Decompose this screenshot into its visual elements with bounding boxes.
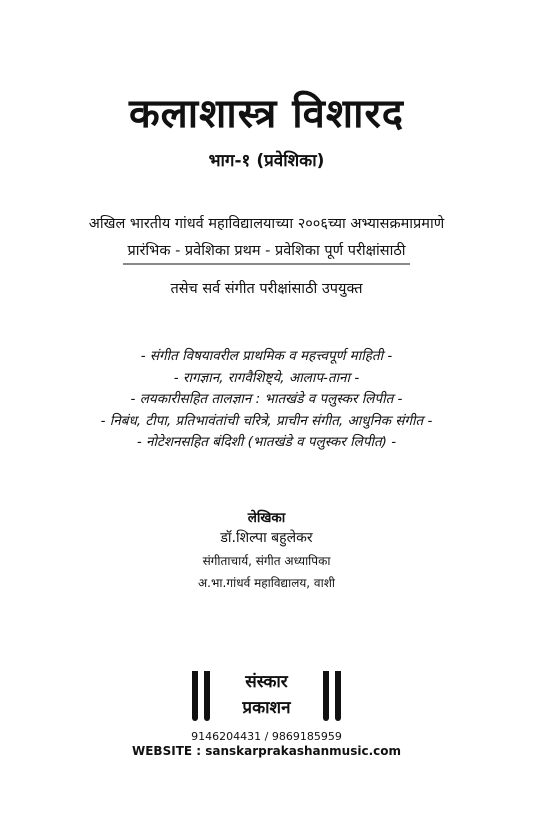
logo-left-bars-icon bbox=[190, 669, 216, 725]
levels-line: प्रारंभिक - प्रवेशिका प्रथम - प्रवेशिका पूर्ण परीक्षांसाठी bbox=[123, 240, 409, 265]
author-institution: अ.भा.गांधर्व महाविद्यालय, वाशी bbox=[198, 576, 335, 590]
syllabus-line: अखिल भारतीय गांधर्व महाविद्यालयाच्या २००६च्या अभ्यासक्रमाप्रमाणे bbox=[88, 216, 445, 232]
author-label: लेखिका bbox=[247, 510, 286, 526]
author-role: संगीताचार्य, संगीत अध्यापिका bbox=[202, 554, 331, 568]
book-title: कलाशास्त्र विशारद bbox=[128, 91, 405, 137]
book-subtitle: भाग-१ (प्रवेशिका) bbox=[208, 151, 325, 171]
publisher-website: WEBSITE : sanskarprakashanmusic.com bbox=[132, 744, 401, 758]
useful-line: तसेच सर्व संगीत परीक्षांसाठी उपयुक्त bbox=[170, 281, 363, 297]
topic-item: - संगीत विषयावरील प्राथमिक व महत्त्वपूर्ण माहिती - bbox=[140, 348, 393, 364]
publisher-name-line2: प्रकाशन bbox=[242, 698, 291, 718]
topic-item: - लयकारीसहित तालज्ञान : भातखंडे व पलुस्कर लिपीत - bbox=[130, 391, 403, 407]
topic-item: - रागज्ञान, रागवैशिष्ट्ये, आलाप-ताना - bbox=[173, 369, 360, 386]
topic-item: - निबंध, टीपा, प्रतिभावंतांची चरित्रे, प्राचीन संगीत, आधुनिक संगीत - bbox=[100, 412, 433, 429]
topic-item: - नोटेशनसहित बंदिशी (भातखंडे व पलुस्कर लिपीत) - bbox=[136, 434, 397, 450]
publisher-logo bbox=[190, 669, 343, 725]
levels-block bbox=[0, 240, 533, 265]
logo-right-bars-icon bbox=[317, 669, 343, 725]
author-name: डॉ.शिल्पा बहुलेकर bbox=[220, 530, 313, 546]
publisher-name bbox=[216, 669, 317, 721]
publisher-phones: 9146204431 / 9869185959 bbox=[191, 730, 342, 743]
topics-list bbox=[0, 346, 533, 454]
publisher-name-line1: संस्कार bbox=[245, 672, 288, 692]
